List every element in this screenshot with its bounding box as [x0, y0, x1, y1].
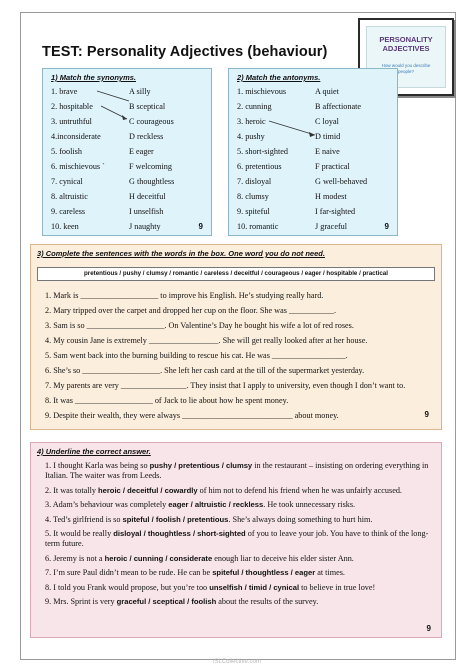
- underline-score: 9: [426, 624, 431, 633]
- match-row: [229, 87, 397, 102]
- match-right-word: E naive: [315, 147, 340, 156]
- answer-options: spiteful / foolish / pretentious: [122, 514, 229, 524]
- sentence-end: . He took unnecessary risks.: [263, 500, 356, 509]
- match-row: [229, 102, 397, 117]
- choice-sentence: [31, 515, 441, 525]
- answer-options: spiteful / thoughtless / eager: [212, 568, 316, 577]
- match-row: [229, 132, 397, 147]
- match-right-word: D timid: [315, 132, 341, 141]
- sentence-end: about the results of the survey.: [216, 597, 319, 606]
- sentence-end: of him not to defend his friend when he was unfairly accused.: [197, 485, 402, 495]
- gap-fill-sentence: 2. Mary tripped over the carpet and dropped her cup on the floor. She was ___________.: [45, 306, 337, 315]
- match-left-word: 1. brave: [51, 87, 78, 96]
- worksheet-title: TEST: Personality Adjectives (behaviour): [42, 44, 328, 60]
- sentence-start: 9. Mrs. Sprint is very: [45, 597, 117, 606]
- match-left-word: 5. short-sighted: [237, 147, 288, 156]
- synonyms-list: [43, 87, 211, 237]
- match-left-word: 6. pretentious: [237, 162, 282, 171]
- match-left-word: 2. hospitable: [51, 102, 93, 111]
- gap-fill-sentence: 4. My cousin Jane is extremely _________________. She will get really looked after at her house.: [45, 336, 368, 345]
- word-box: pretentious / pushy / clumsy / romantic / careless / deceitful / courageous / eager / hospitable / practical: [37, 267, 435, 281]
- sentence-start: 5. It would be really: [45, 529, 114, 538]
- match-left-word: 2. cunning: [237, 102, 272, 111]
- sentence-end: to believe in true love!: [299, 582, 376, 592]
- sentence-start: 2. It was totally: [45, 485, 98, 495]
- match-right-word: B sceptical: [129, 102, 166, 111]
- sentence-start: 1. I thought Karla was being so: [45, 461, 150, 470]
- match-row: [43, 117, 211, 132]
- gap-fill-sentence: 5. Sam went back into the burning building to rescue his cat. He was __________________.: [45, 351, 348, 360]
- underline-heading: 4) Underline the correct answer.: [37, 447, 151, 456]
- site-watermark: iSLCollective.com: [213, 659, 261, 665]
- choice-sentence: [31, 486, 441, 496]
- underline-box: [30, 442, 442, 638]
- match-right-word: F practical: [315, 162, 350, 171]
- sentence-start: 8. I told you Frank would propose, but you’re too: [45, 582, 210, 592]
- match-row: [229, 162, 397, 177]
- match-left-word: 4. pushy: [237, 132, 265, 141]
- match-left-word: 10. romantic: [237, 222, 279, 231]
- match-row: [229, 177, 397, 192]
- match-row: [43, 207, 211, 222]
- complete-score: 9: [424, 410, 429, 419]
- gap-fill-sentence: 6. She’s so ___________________. She left her cash card at the till of the supermarket yesterday.: [45, 366, 365, 375]
- antonyms-heading: 2) Match the antonyms.: [237, 73, 321, 82]
- choice-sentence: [31, 554, 441, 564]
- match-right-word: I unselfish: [129, 207, 164, 216]
- match-left-word: 3. untruthful: [51, 117, 92, 126]
- match-row: [229, 147, 397, 162]
- choice-sentence: [31, 568, 441, 578]
- match-right-word: A silly: [129, 87, 151, 96]
- match-row: [43, 162, 211, 177]
- match-left-word: 3. heroic: [237, 117, 266, 126]
- match-right-word: H deceitful: [129, 192, 166, 201]
- antonyms-box: [228, 68, 398, 236]
- gap-fill-sentence: 9. Despite their wealth, they were always ___________________________ about money.: [45, 411, 339, 420]
- answer-options: heroic / cunning / considerate: [104, 553, 213, 563]
- gap-fill-sentence: 7. My parents are very ________________. They insist that I apply to university, even though I don’t want to.: [45, 381, 406, 390]
- gap-fill-sentence: 1. Mark is ___________________ to improve his English. He’s studying really hard.: [45, 291, 324, 300]
- complete-heading: 3) Complete the sentences with the words in the box. One word you do not need.: [37, 249, 325, 258]
- match-right-word: G well-behaved: [315, 177, 368, 186]
- match-left-word: 7. cynical: [51, 177, 83, 186]
- antonyms-score: 9: [384, 222, 389, 231]
- match-right-word: H modest: [315, 192, 347, 201]
- sentence-start: 7. I’m sure Paul didn’t mean to be rude. He can be: [45, 568, 213, 577]
- match-left-word: 7. disloyal: [237, 177, 272, 186]
- match-right-word: C loyal: [315, 117, 339, 126]
- match-left-word: 4.inconsiderate: [51, 132, 101, 141]
- match-right-word: G thoughtless: [129, 177, 175, 186]
- sentence-end: enough liar to deceive his elder sister Ann.: [212, 553, 354, 563]
- answer-options: pushy / pretentious / clumsy: [149, 461, 253, 470]
- sentence-start: 3. Adam’s behaviour was completely: [45, 500, 169, 509]
- synonyms-heading: 1) Match the synonyms.: [51, 73, 137, 82]
- choice-sentence: [31, 597, 441, 607]
- match-row: [43, 132, 211, 147]
- sentence-end: at times.: [315, 568, 345, 577]
- match-left-word: 9. spiteful: [237, 207, 270, 216]
- match-left-word: 1. mischievous: [237, 87, 287, 96]
- antonyms-list: [229, 87, 397, 237]
- match-row: [43, 147, 211, 162]
- sentence-start: 4. Ted’s girlfriend is so: [45, 514, 123, 524]
- match-row: [43, 192, 211, 207]
- match-right-word: E eager: [129, 147, 154, 156]
- match-row: [229, 207, 397, 222]
- answer-options: graceful / sceptical / foolish: [116, 597, 217, 606]
- match-row: [229, 192, 397, 207]
- complete-box: [30, 244, 442, 430]
- match-left-word: 10. keen: [51, 222, 79, 231]
- match-row: [43, 222, 211, 237]
- match-right-word: A quiet: [315, 87, 339, 96]
- complete-sentences: [31, 291, 441, 426]
- match-right-word: C courageous: [129, 117, 174, 126]
- cover-title: PERSONALITY ADJECTIVES: [379, 35, 433, 53]
- match-left-word: 5. foolish: [51, 147, 82, 156]
- choice-sentence: [31, 529, 441, 549]
- sentence-end: . She’s always doing something to hurt him.: [228, 514, 373, 524]
- answer-options: eager / altruistic / reckless: [168, 500, 264, 509]
- choice-sentence: [31, 461, 441, 481]
- match-left-word: 6. mischievous `: [51, 162, 105, 171]
- match-right-word: D reckless: [129, 132, 164, 141]
- match-left-word: 8. altruistic: [51, 192, 88, 201]
- match-right-word: F welcoming: [129, 162, 172, 171]
- underline-sentences: [31, 461, 441, 612]
- synonyms-score: 9: [198, 222, 203, 231]
- synonyms-box: [42, 68, 212, 236]
- choice-sentence: [31, 583, 441, 593]
- match-right-word: J naughty: [129, 222, 161, 231]
- cover-subtitle: How would you describe people?: [381, 63, 431, 74]
- match-left-word: 9. careless: [51, 207, 86, 216]
- answer-options: heroic / deceitful / cowardly: [97, 485, 198, 495]
- sentence-end: in the restaurant – insisting on ordering everything in Italian. The waiter was from Leeds.: [45, 461, 429, 480]
- match-right-word: B affectionate: [315, 102, 361, 111]
- match-row: [43, 102, 211, 117]
- match-left-word: 8. clumsy: [237, 192, 269, 201]
- match-row: [43, 177, 211, 192]
- gap-fill-sentence: 3. Sam is so ___________________. On Valentine’s Day he bought his wife a lot of red roses.: [45, 321, 354, 330]
- match-row: [229, 117, 397, 132]
- match-right-word: I far-sighted: [315, 207, 356, 216]
- match-right-word: J graceful: [315, 222, 348, 231]
- answer-options: disloyal / thoughtless / short-sighted: [113, 529, 246, 538]
- gap-fill-sentence: 8. It was ___________________ of Jack to lie about how he spent money.: [45, 396, 289, 405]
- match-row: [229, 222, 397, 237]
- sentence-start: 6. Jeremy is not a: [45, 553, 105, 563]
- sentence-end: of you to leave your job. You have to think of the long-term future.: [45, 529, 429, 548]
- match-row: [43, 87, 211, 102]
- choice-sentence: [31, 500, 441, 510]
- answer-options: unselfish / timid / cynical: [209, 582, 300, 592]
